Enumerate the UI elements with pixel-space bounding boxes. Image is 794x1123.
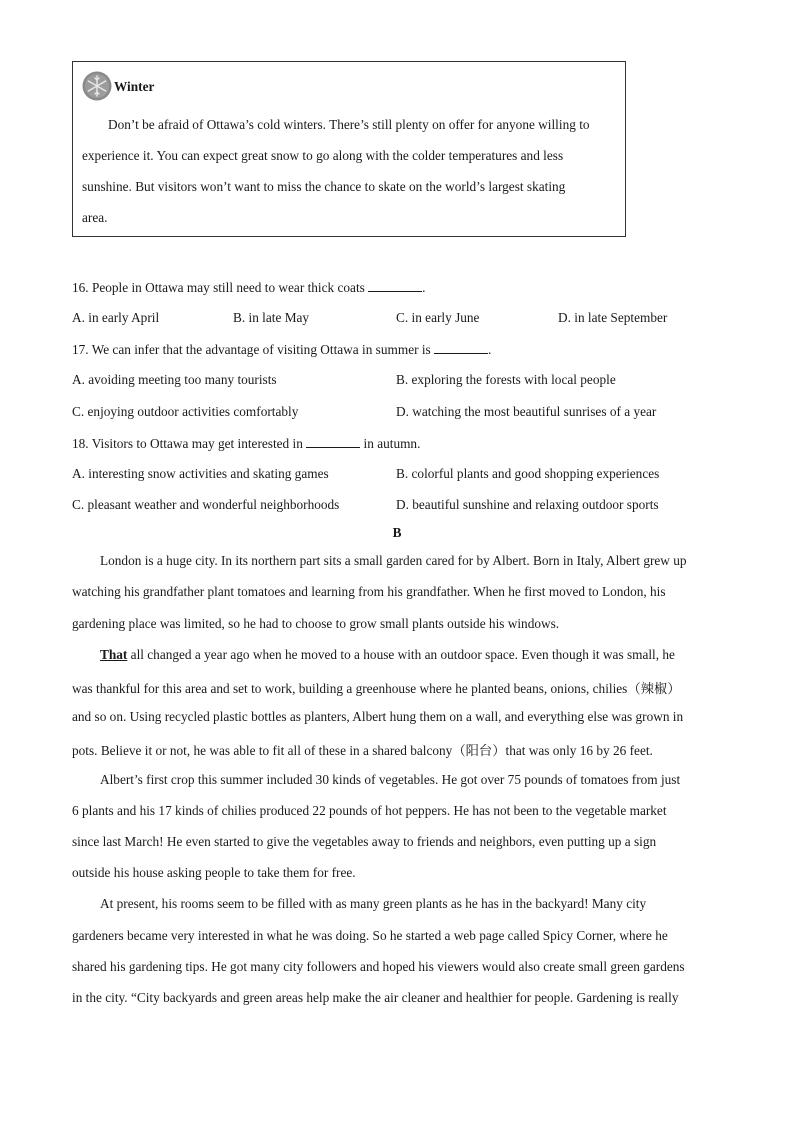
option-16d: D. in late September — [558, 310, 668, 325]
section-heading: B — [392, 525, 402, 540]
passage-line: and so on. Using recycled plastic bottles as planters, Albert hung them on a wall, and everything else was grown in — [72, 709, 684, 724]
winter-text-line: Don’t be afraid of Ottawa’s cold winters. There’s still plenty on offer for anyone willing to — [108, 117, 590, 132]
option-17a: A. avoiding meeting too many tourists — [72, 372, 277, 387]
question-stem: 18. Visitors to Ottawa may get interested in — [72, 436, 303, 451]
passage-line: since last March! He even started to give the vegetables away to friends and neighbors, even putting up a sign — [72, 834, 657, 849]
winter-text-line: area. — [82, 210, 108, 225]
question-stem-end: . — [422, 280, 426, 295]
option-18a: A. interesting snow activities and skating games — [72, 466, 329, 481]
key-word-that: That — [100, 647, 128, 662]
winter-title: Winter — [114, 79, 155, 94]
option-16c: C. in early June — [396, 310, 480, 325]
option-17b: B. exploring the forests with local people — [396, 372, 616, 387]
passage-text: all changed a year ago when he moved to a house with an outdoor space. Even though it was small, he — [127, 647, 675, 662]
passage-line: watching his grandfather plant tomatoes and learning from his grandfather. When he first moved to London, his — [72, 584, 666, 599]
question-stem-end: . — [488, 342, 492, 357]
option-16a: A. in early April — [72, 310, 160, 325]
passage-line: shared his gardening tips. He got many city followers and hoped his viewers would also create small green gardens — [72, 959, 685, 974]
answer-blank — [368, 279, 422, 292]
question-stem-end: in autumn. — [363, 436, 421, 451]
option-18c: C. pleasant weather and wonderful neighborhoods — [72, 497, 340, 512]
passage-line — [100, 647, 675, 663]
option-18b: B. colorful plants and good shopping experiences — [396, 466, 660, 481]
passage-line: 6 plants and his 17 kinds of chilies produced 22 pounds of hot peppers. He has not been to the vegetable market — [72, 803, 667, 818]
option-17d: D. watching the most beautiful sunrises of a year — [396, 404, 657, 419]
passage-line: London is a huge city. In its northern part sits a small garden cared for by Albert. Born in Italy, Albert grew up — [100, 553, 687, 568]
question-stem: 16. People in Ottawa may still need to wear thick coats — [72, 280, 365, 295]
option-16b: B. in late May — [233, 310, 310, 325]
answer-blank — [306, 435, 360, 448]
question-stem: 17. We can infer that the advantage of visiting Ottawa in summer is — [72, 342, 431, 357]
question-17 — [72, 341, 491, 358]
option-17c: C. enjoying outdoor activities comfortably — [72, 404, 299, 419]
passage-line: in the city. “City backyards and green areas help make the air cleaner and healthier for people. Gardening is really — [72, 990, 679, 1005]
question-18 — [72, 435, 420, 452]
snowflake-icon — [82, 71, 112, 101]
passage-line: pots. Believe it or not, he was able to fit all of these in a shared balcony（阳台）that was only 16 by 26 feet. — [72, 743, 653, 758]
winter-info-box — [72, 61, 626, 237]
passage-line: was thankful for this area and set to work, building a greenhouse where he planted beans, onions, chilies（辣椒） — [72, 681, 681, 696]
passage-line: Albert’s first crop this summer included 30 kinds of vegetables. He got over 75 pounds of tomatoes from just — [100, 772, 681, 787]
passage-line: gardeners became very interested in what he was doing. So he started a web page called Spicy Corner, where he — [72, 928, 668, 943]
winter-text-line: sunshine. But visitors won’t want to miss the chance to skate on the world’s largest skating — [82, 179, 566, 194]
passage-line: At present, his rooms seem to be filled with as many green plants as he has in the backyard! Many city — [100, 896, 647, 911]
question-16 — [72, 279, 425, 296]
passage-line: gardening place was limited, so he had to choose to grow small plants outside his windows. — [72, 616, 560, 631]
answer-blank — [434, 341, 488, 354]
winter-text-line: experience it. You can expect great snow to go along with the colder temperatures and less — [82, 148, 564, 163]
option-18d: D. beautiful sunshine and relaxing outdoor sports — [396, 497, 659, 512]
passage-line: outside his house asking people to take them for free. — [72, 865, 356, 880]
